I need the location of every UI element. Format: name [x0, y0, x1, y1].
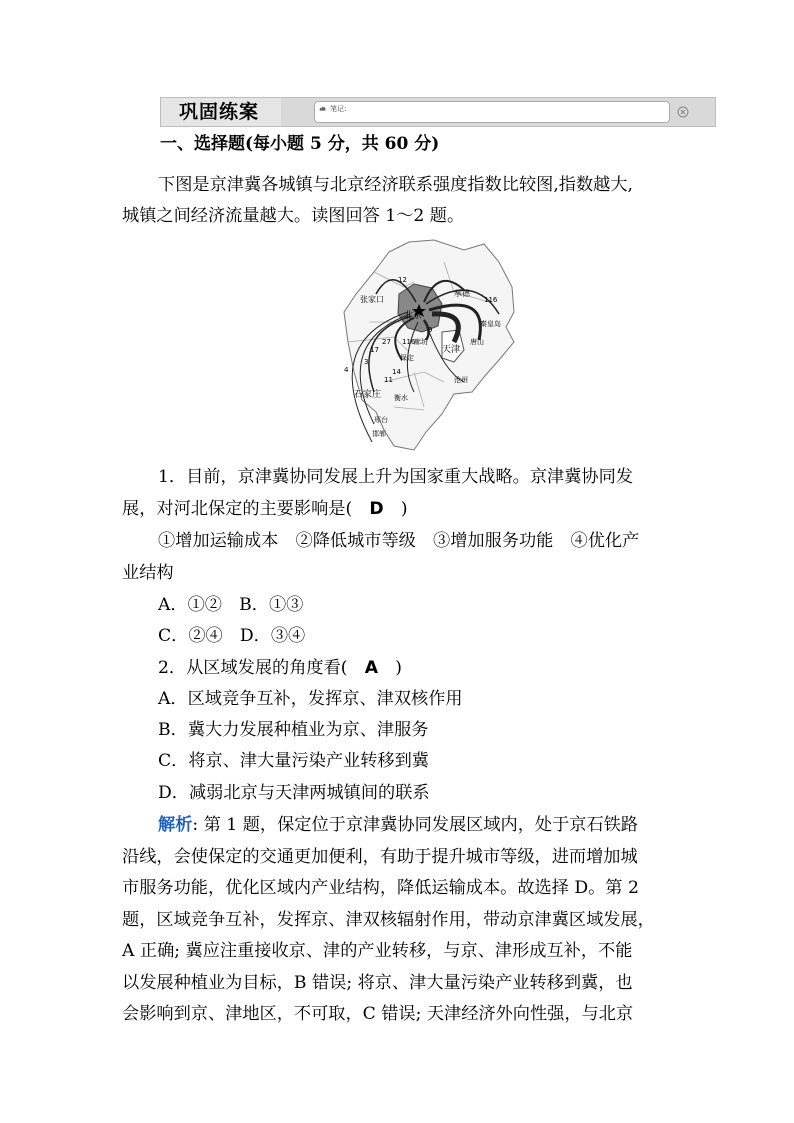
q2-stem: 2．从区域发展的角度看( A ): [158, 658, 402, 678]
q2-option-d: D．减弱北京与天津两城镇间的联系: [158, 783, 430, 803]
value-9: 9: [428, 326, 433, 334]
q1-options-line-1: ①增加运输成本 ②降低城市等级 ③增加服务功能 ④优化产: [158, 531, 640, 551]
q1-stem-line-2: 展，对河北保定的主要影响是( D ): [122, 499, 408, 519]
q2-option-b: B．冀大力发展种植业为京、津服务: [158, 720, 429, 740]
value-27: 27: [382, 338, 391, 346]
value-3: 3: [364, 358, 369, 366]
value-17: 17: [370, 346, 379, 354]
q1-choices-ab: A．①② B．①③: [158, 595, 304, 615]
analysis-label: 解析: [158, 815, 193, 835]
analysis-line-2: 沿线，会使保定的交通更加便利，有助于提升城市等级，进而增加城: [122, 847, 638, 867]
value-11: 11: [384, 376, 393, 384]
city-chengde: 承德: [454, 289, 470, 298]
city-zhangjiakou: 张家口: [360, 295, 384, 304]
note-label: 笔记:: [319, 104, 346, 114]
analysis-line-5: A 正确; 冀应注重接收京、津的产业转移，与京、津形成互补，不能: [122, 941, 633, 961]
city-xingtai: 邢台: [374, 416, 388, 424]
city-langfang: 廊坊: [414, 338, 428, 346]
q2-option-c: C．将京、津大量污染产业转移到冀: [158, 751, 429, 771]
analysis-line-7: 会影响到京、津地区，不可取，C 错误; 天津经济外向性强，与北京: [122, 1004, 634, 1024]
practice-tab-title: 巩固练案: [161, 98, 281, 126]
q1-answer: D: [369, 499, 384, 519]
practice-header-bar: [160, 97, 716, 127]
q2-answer: A: [364, 658, 379, 678]
close-icon[interactable]: [677, 106, 689, 118]
city-baoding: 保定: [400, 354, 414, 362]
value-4: 4: [344, 366, 349, 374]
city-tangshan: 唐山: [470, 338, 484, 346]
city-cangzhou: 沧州: [454, 376, 468, 384]
q1-options-line-2: 业结构: [122, 563, 174, 583]
analysis-line-4: 题，区域竞争互补，发挥京、津双核辐射作用，带动京津冀区域发展，: [122, 910, 655, 930]
cloud-icon: [319, 105, 327, 113]
q2-option-a: A．区域竞争互补，发挥京、津双核作用: [158, 689, 463, 709]
city-tianjin: 天津: [442, 345, 461, 355]
analysis-line-1: 解析: 第 1 题，保定位于京津冀协同发展区域内，处于京石铁路: [158, 815, 639, 835]
value-116-a: 116: [402, 338, 416, 346]
city-hengshui: 衡水: [394, 394, 408, 402]
q1-stem-line-1: 1．目前，京津冀协同发展上升为国家重大战略。京津冀协同发: [158, 467, 634, 487]
economic-link-map: [314, 232, 520, 452]
value-14: 14: [392, 368, 401, 376]
city-qinhuangdao: 秦皇岛: [480, 320, 501, 328]
value-116-b: 116: [484, 296, 498, 304]
analysis-line-3: 市服务功能，优化区域内产业结构，降低运输成本。故选择 D。第 2: [122, 878, 639, 898]
city-shijiazhuang: 石家庄: [354, 390, 382, 400]
intro-line-2: 城镇之间经济流量越大。读图回答 1～2 题。: [122, 206, 465, 226]
value-12: 12: [398, 276, 407, 284]
section-title: 一、选择题(每小题 5 分，共 60 分): [160, 134, 440, 154]
hebei-outline: [344, 240, 514, 450]
q1-choices-cd: C．②④ D．③④: [158, 626, 306, 646]
map-svg: [314, 232, 520, 452]
city-handan: 邯郸: [372, 430, 386, 438]
note-input[interactable]: [314, 101, 670, 123]
intro-line-1: 下图是京津冀各城镇与北京经济联系强度指数比较图,指数越大,: [158, 175, 633, 195]
analysis-line-6: 以发展种植业为目标，B 错误; 将京、津大量污染产业转移到冀，也: [122, 973, 633, 993]
city-beijing: 北京: [404, 311, 423, 321]
